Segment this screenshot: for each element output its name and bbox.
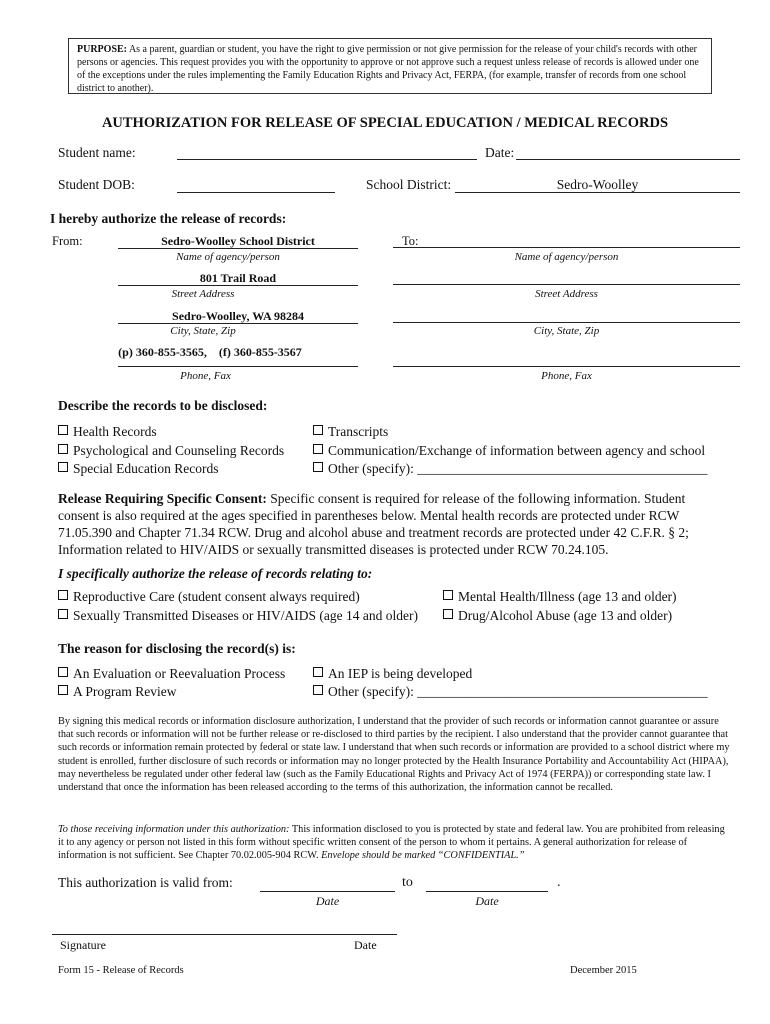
checkbox-program-review[interactable]: A Program Review [58, 684, 177, 700]
from-city-caption: City, State, Zip [170, 325, 236, 337]
checkbox-mental-health[interactable]: Mental Health/Illness (age 13 and older) [443, 589, 677, 605]
to-city-field[interactable] [393, 322, 740, 323]
reason-heading: The reason for disclosing the record(s) is: [58, 641, 296, 656]
receiving-lead: To those receiving information under this authorization: [58, 824, 290, 835]
authorize-heading: I hereby authorize the release of records: [50, 211, 287, 226]
checkbox-psych-records[interactable]: Psychological and Counseling Records [58, 443, 284, 459]
checkbox-sped-records[interactable]: Special Education Records [58, 461, 218, 477]
receiving-tail: Envelope should be marked “CONFIDENTIAL.” [321, 850, 525, 862]
checkbox-drug-alcohol[interactable]: Drug/Alcohol Abuse (age 13 and older) [443, 608, 672, 624]
checkbox-records-other[interactable]: Other (specify): ___________________________________________ [313, 461, 707, 477]
checkbox-icon [58, 425, 68, 435]
valid-to-word: to [402, 875, 413, 890]
checkbox-health-records[interactable]: Health Records [58, 424, 157, 440]
to-agency-caption: Name of agency/person [514, 251, 619, 263]
checkbox-icon [58, 444, 68, 454]
checkbox-icon [313, 667, 323, 677]
from-phone-caption: Phone, Fax [180, 370, 231, 382]
from-street[interactable]: 801 Trail Road [118, 271, 358, 286]
checkbox-icon [443, 609, 453, 619]
checkbox-reproductive-care[interactable]: Reproductive Care (student consent always required) [58, 589, 360, 605]
checkbox-std-hiv[interactable]: Sexually Transmitted Diseases or HIV/AIDS (age 14 and older) [58, 608, 418, 624]
checkbox-communication[interactable]: Communication/Exchange of information between agency and school [313, 443, 705, 459]
school-district-label: School District: [366, 177, 452, 192]
signature-field[interactable] [52, 934, 397, 935]
receiving-paragraph [58, 823, 731, 863]
checkbox-icon [58, 667, 68, 677]
checkbox-evaluation[interactable]: An Evaluation or Reevaluation Process [58, 666, 285, 682]
disclosure-paragraph: By signing this medical records or information disclosure authorization, I understand that the provider of such records or information cannot guarantee or assure that such records or information will not be further release or re-disclosed to third parties by the recipient. I also understand that the provider cannot guarantee that such records or information remain protected by federal or state law. I understand that when such records or information are provided to a school district where my student is enrolled, further disclosure of such records or information may no longer protected by the Health Insurance Portability and Accountability Act (HIPAA), may nevertheless be regulated under other federal law (such as the Family Educational Rights and Privacy Act of 1974 (FERPA)) or corresponding state law. I understand that once the information has been released according to the terms of this authorization, the information cannot be recalled. [58, 716, 730, 794]
checkbox-icon [58, 590, 68, 600]
valid-to-date-field[interactable] [426, 891, 548, 892]
to-street-field[interactable] [393, 284, 740, 285]
footer-date: December 2015 [570, 965, 637, 976]
checkbox-icon [58, 609, 68, 619]
from-agency[interactable]: Sedro-Woolley School District [118, 234, 358, 249]
checkbox-icon [58, 685, 68, 695]
signature-label: Signature [60, 938, 106, 952]
from-city[interactable]: Sedro-Woolley, WA 98284 [118, 309, 358, 324]
student-name-label: Student name: [58, 145, 136, 160]
consent-text: Specific consent is required for release of the following information. Student consent is also required at the ages specified in parentheses below. Mental health records are protected under RCW 71.05.390 and Chapter 71.34 RCW. Drug and alcohol abuse and treatment records are protected under 42 C.F.R. § 2; Information related to HIV/AIDS or sexually transmitted diseases is protected under RCW 70.24.105. [58, 491, 689, 557]
from-phone: (p) 360-855-3565, (f) 360-855-3567 [118, 345, 302, 359]
student-dob-label: Student DOB: [58, 177, 135, 192]
checkbox-icon [313, 425, 323, 435]
purpose-text: As a parent, guardian or student, you have the right to give permission or not give permission for the release of your child's records with other persons or agencies. This request provides you with the opportunity to approve or not approve such a request unless release of records is allowed under one of the exceptions under the rules implementing the Family Education Rights and Privacy Act, FERPA, (for example, transfer of records from one school district to another). [77, 44, 699, 94]
consent-label: Release Requiring Specific Consent: [58, 491, 267, 506]
checkbox-iep[interactable]: An IEP is being developed [313, 666, 472, 682]
date-field[interactable] [516, 159, 740, 160]
valid-from-date-field[interactable] [260, 891, 395, 892]
purpose-label: PURPOSE: [77, 44, 127, 55]
to-label: To: [402, 234, 419, 248]
valid-from-date-caption: Date [315, 894, 340, 908]
specific-heading: I specifically authorize the release of records relating to: [58, 566, 373, 581]
purpose-box [68, 38, 712, 94]
to-phone-field[interactable] [393, 366, 740, 367]
checkbox-icon [313, 444, 323, 454]
student-dob-field[interactable] [177, 192, 335, 193]
date-label: Date: [485, 145, 515, 160]
signature-date-label: Date [354, 938, 377, 952]
to-agency-field[interactable] [393, 247, 740, 248]
from-label: From: [52, 234, 83, 248]
valid-from-label: This authorization is valid from: [58, 875, 233, 890]
from-street-caption: Street Address [171, 288, 235, 300]
to-phone-caption: Phone, Fax [541, 370, 592, 382]
valid-to-date-caption: Date [475, 894, 499, 908]
checkbox-transcripts[interactable]: Transcripts [313, 424, 388, 440]
checkbox-icon [443, 590, 453, 600]
checkbox-icon [58, 462, 68, 472]
records-heading: Describe the records to be disclosed: [58, 398, 268, 413]
checkbox-icon [313, 462, 323, 472]
receiving-text: This information disclosed to you is protected by state and federal law. You are prohibited from releasing it to any agency or person not listed in this form without specific written consent of the person to whom it pertains. A general authorization for release of information is not sufficient. See Chapter 70.02.005-904 RCW. [58, 824, 725, 862]
valid-period: . [557, 875, 561, 890]
school-district-field[interactable]: Sedro-Woolley [455, 177, 740, 193]
from-agency-caption: Name of agency/person [176, 251, 280, 263]
student-name-field[interactable] [177, 159, 477, 160]
from-phone-field[interactable] [118, 366, 358, 367]
checkbox-reason-other[interactable]: Other (specify): ___________________________________________ [313, 684, 707, 700]
form-title: AUTHORIZATION FOR RELEASE OF SPECIAL EDUCATION / MEDICAL RECORDS [101, 115, 669, 131]
checkbox-icon [313, 685, 323, 695]
to-city-caption: City, State, Zip [533, 325, 600, 337]
consent-paragraph [58, 490, 718, 558]
to-street-caption: Street Address [535, 288, 598, 300]
footer-form-name: Form 15 - Release of Records [58, 965, 184, 976]
